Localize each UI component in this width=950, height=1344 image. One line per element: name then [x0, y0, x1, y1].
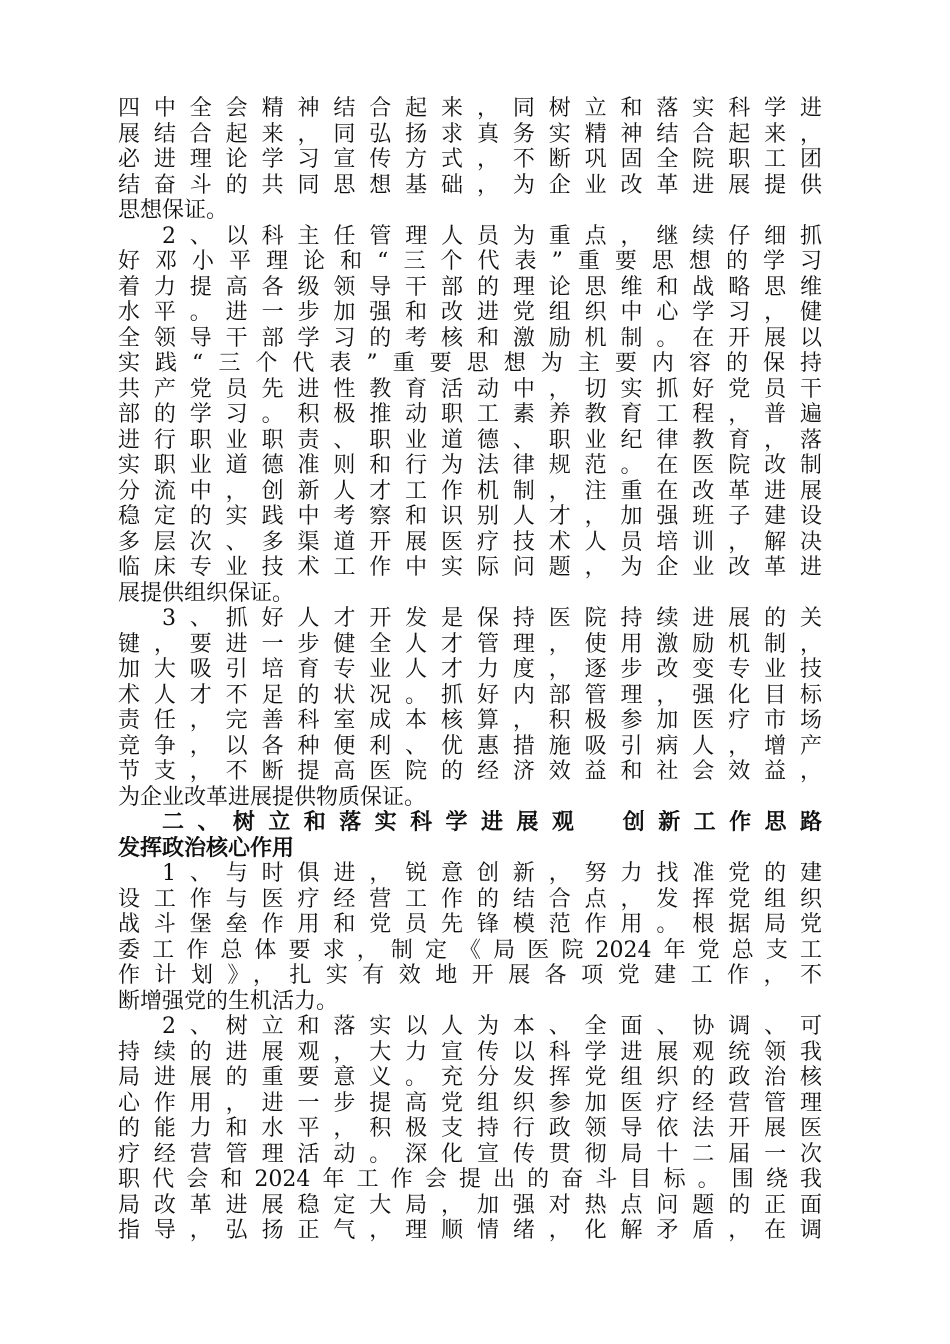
- paragraph-line: 为企业改革进展提供物质保证。: [118, 784, 427, 810]
- paragraph-line: 局改革进展稳定大局，加强对热点问题的正面: [118, 1192, 822, 1218]
- paragraph-line: 稳定的实践中考察和识别人才，加强班子建设: [118, 504, 822, 529]
- paragraph-line: 部的学习。积极推动职工素养教育工程，普遍: [118, 402, 822, 427]
- paragraph-line: 四中全会精神结合起来，同树立和落实科学进: [118, 96, 822, 121]
- paragraph-line: 2、以科主任管理人员为重点，继续仔细抓: [162, 223, 822, 249]
- paragraph-line: 2、树立和落实以人为本、全面、协调、可: [162, 1014, 822, 1039]
- paragraph-line: 心作用，进一步提高党组织参加医疗经营管理: [118, 1090, 822, 1116]
- section-heading-line: 发挥政治核心作用: [118, 835, 295, 861]
- paragraph-line: 展结合起来，同弘扬求真务实精神结合起来，: [118, 121, 822, 147]
- paragraph-line: 结奋斗的共同思想基础，为企业改革进展提供: [118, 172, 822, 198]
- paragraph-line: 疗经营管理活动。深化宣传贯彻局十二届一次: [118, 1141, 822, 1167]
- section-heading-line: 二、树立和落实科学进展观 创新工作思路: [162, 810, 822, 835]
- document-page: [118, 96, 822, 1244]
- paragraph-line: 节支，不断提高医院的经济效益和社会效益，: [118, 759, 822, 784]
- paragraph-line: 思想保证。: [118, 198, 229, 223]
- paragraph-line: 键，要进一步健全人才管理，使用激励机制，: [118, 631, 822, 657]
- paragraph-line: 指导，弘扬正气，理顺情绪，化解矛盾，在调: [118, 1218, 822, 1243]
- paragraph-line: 临床专业技术工作中实际问题，为企业改革进: [118, 555, 822, 580]
- paragraph-line: 1、与时俱进，锐意创新，努力找准党的建: [162, 861, 822, 886]
- paragraph-line: 实践“三个代表”重要思想为主要内容的保持: [118, 351, 822, 376]
- paragraph-line: 作计划》，扎实有效地开展各项党建工作，不: [118, 963, 822, 988]
- paragraph-line: 实职业道德准则和行为法律规范。在医院改制: [118, 453, 822, 478]
- paragraph-line: 全领导干部学习的考核和激励机制。在开展以: [118, 325, 822, 351]
- paragraph-line: 的能力和水平，积极支持行政领导依法开展医: [118, 1116, 822, 1141]
- paragraph-line: 进行职业职责、职业道德、职业纪律教育，落: [118, 427, 822, 453]
- paragraph-line: 好邓小平理论和“三个代表”重要思想的学习: [118, 249, 822, 274]
- paragraph-line: 展提供组织保证。: [118, 580, 295, 606]
- paragraph-line: 共产党员先进性教育活动中，切实抓好党员干: [118, 376, 822, 402]
- paragraph-line: 竞争，以各种便利、优惠措施吸引病人，增产: [118, 733, 822, 759]
- paragraph-line: 加大吸引培育专业人才力度，逐步改变专业技: [118, 657, 822, 682]
- paragraph-line: 必进理论学习宣传方式，不断巩固全院职工团: [118, 147, 822, 172]
- paragraph-line: 委工作总体要求，制定《局医院2024年党总支工: [118, 937, 822, 963]
- paragraph-line: 着力提高各级领导干部的理论思维和战略思维: [118, 274, 822, 300]
- paragraph-line: 战斗堡垒作用和党员先锋模范作用。根据局党: [118, 912, 822, 937]
- paragraph-line: 术人才不足的状况。抓好内部管理，强化目标: [118, 682, 822, 708]
- paragraph-line: 断增强党的生机活力。: [118, 988, 339, 1014]
- paragraph-line: 多层次、多渠道开展医疗技术人员培训，解决: [118, 529, 822, 555]
- paragraph-line: 水平。进一步加强和改进党组织中心学习，健: [118, 300, 822, 325]
- paragraph-line: 设工作与医疗经营工作的结合点，发挥党组织: [118, 886, 822, 912]
- paragraph-line: 3、抓好人才开发是保持医院持续进展的关: [162, 606, 822, 631]
- paragraph-line: 责任，完善科室成本核算，积极参加医疗市场: [118, 708, 822, 733]
- paragraph-line: 分流中，创新人才工作机制，注重在改革进展: [118, 478, 822, 504]
- paragraph-line: 职代会和2024年工作会提出的奋斗目标。围绕我: [118, 1167, 822, 1192]
- paragraph-line: 持续的进展观，大力宣传以科学进展观统领我: [118, 1039, 822, 1065]
- paragraph-line: 局进展的重要意义。充分发挥党组织的政治核: [118, 1065, 822, 1090]
